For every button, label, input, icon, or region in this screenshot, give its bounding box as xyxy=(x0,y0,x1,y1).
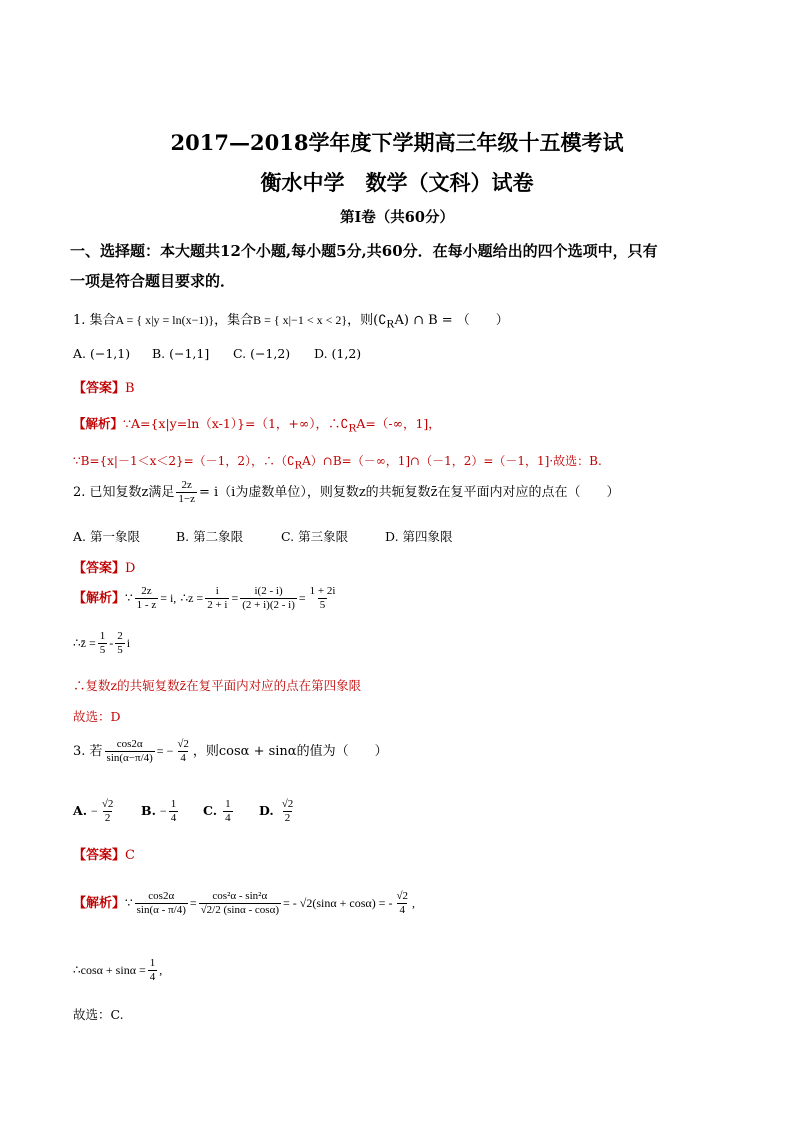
q3-analysis-line2: ∴cosα + sinα = $\frac{1}{4}$ , xyxy=(73,957,163,983)
q3-answer-value: C xyxy=(125,848,135,863)
q1-set-a: A = { x|y = ln(x−1)} xyxy=(115,313,215,327)
q2-option-d: D. 第四象限 xyxy=(385,529,453,544)
q1-set-b: B = { x|−1 < x < 2} xyxy=(253,313,348,327)
q3-analysis-line3: 故选：C. xyxy=(73,1007,124,1022)
q2-answer: 【答案】D xyxy=(73,561,136,576)
q1-ask-sub: R xyxy=(386,316,395,331)
answer-label: 【答案】 xyxy=(73,381,126,396)
analysis-label: 【解析】 xyxy=(73,416,124,431)
section-instruction-line2: 一项是符合题目要求的． xyxy=(70,272,236,290)
part-title: 第Ⅰ卷（共60分） xyxy=(340,209,454,226)
q3-option-c: C. $\frac{1}{4}$ xyxy=(203,798,231,824)
q2-answer-value: D xyxy=(125,561,136,576)
q1-option-b: B. (−1,1] xyxy=(152,346,210,361)
q1-ask: ，则(∁ xyxy=(347,313,387,328)
question-1 xyxy=(73,309,509,332)
q2-analysis-line3: ∴复数z的共轭复数z̄在复平面内对应的点在第四象限 xyxy=(73,678,362,693)
q1-option-d: D. (1,2) xyxy=(314,346,362,361)
q1-ask-end: A) ∩ B = （ ） xyxy=(394,313,509,328)
q2-option-a: A. 第一象限 xyxy=(73,529,140,544)
q1-answer xyxy=(73,377,135,396)
q1-option-c: C. (−1,2) xyxy=(233,346,291,361)
q3-option-a: A. − $\frac{√2}{2}$ xyxy=(73,798,114,824)
q2-analysis-line1: 【解析】∵ $\frac{2z}{1 - z}$ = i, ∴z = $\frac{i}{2 + i}$ = $\frac{i(2 - i)}{(2 + i)(2 - i)}$ = $\frac{1 + 2i}{5}$ xyxy=(73,585,336,611)
q2-analysis-line4: 故选：D xyxy=(73,709,121,724)
q1-option-a: A. (−1,1) xyxy=(73,346,131,361)
q3-option-d: D. $\frac{√2}{2}$ xyxy=(259,798,294,824)
q1-mid: ，集合 xyxy=(214,313,254,328)
q1-analysis-line1: 【解析】∵A={x|y=ln（x-1）}=（1，+∞），$\therefore∁_RA=(-\infty$，1]， xyxy=(73,416,441,435)
q2-analysis-line2: ∴z̄ = $\frac{1}{5}$ - $\frac{2}{5}$ i xyxy=(73,630,131,656)
question-3: 3. 若 $\frac{\cos 2\alpha}{\sin(\alpha-\pi/4)}$ = − $\frac{√2}{4}$ ，则cosα + sinα的值为（ ） xyxy=(73,738,388,764)
exam-subtitle: 衡水中学 数学（文科）试卷 xyxy=(260,170,534,195)
q2-option-c: C. 第三象限 xyxy=(281,529,349,544)
q1-prefix: 1. 集合 xyxy=(73,313,116,328)
exam-title: 2017—2018学年度下学期高三年级十五模考试 xyxy=(170,130,624,155)
question-2: 2. 已知复数z满足 $\frac{2z}{1-z}$ = i（i为虚数单位），则复数z的共轭复数z̄在复平面内对应的点在（ ） xyxy=(73,479,620,505)
q2-option-b: B. 第二象限 xyxy=(176,529,244,544)
q1-analysis-line2: ∵B={x|－1＜x＜2}=（－1，2），$\therefore(∁_RA)\cap B=(-\infty$，1]∩（－1，2）=（－1，1]·故选：B. xyxy=(73,454,602,472)
q2-fraction: $\frac{2z}{1-z}$ xyxy=(178,479,195,505)
q3-option-b: B. − $\frac{1}{4}$ xyxy=(141,798,177,824)
q3-analysis-line1: 【解析】∵ $\frac{\cos 2\alpha}{\sin(\alpha - \pi/4)}$ = $\frac{\text{cos²α - sin²α}}{√2/2 (\sin\alpha - \cos\alpha)}$ = - √2(sinα + cosα) = - $\frac{√2}{4}$ , xyxy=(73,890,415,916)
q3-answer: 【答案】C xyxy=(73,848,135,863)
q1-answer-value: B xyxy=(125,381,135,396)
section-instruction-line1: 一、选择题：本大题共12个小题,每小题5分,共60分．在每小题给出的四个选项中，只有 xyxy=(70,242,658,260)
